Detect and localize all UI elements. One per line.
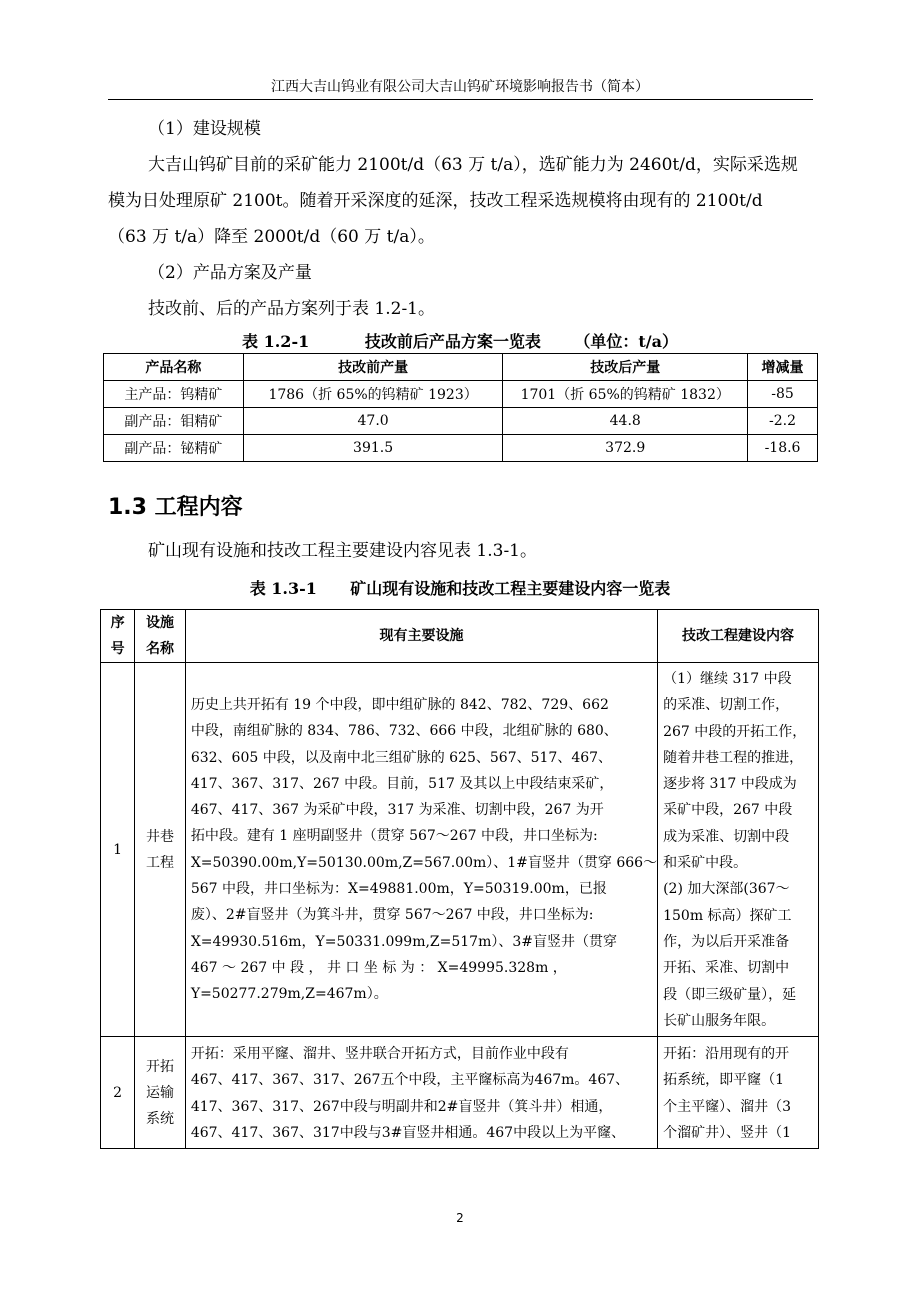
text-line: 的采准、切割工作，	[663, 697, 790, 714]
text-line: 467、417、367 为采矿中段，317 为采准、切割中段，267 为开	[190, 802, 604, 819]
table-row	[101, 1037, 819, 1149]
scale-paragraph-line-1: 大吉山钨矿目前的采矿能力 2100t/d（63 万 t/a），选矿能力为 2460t/d，实际采选规	[148, 155, 798, 175]
text-line: 逐步将 317 中段成为	[663, 776, 797, 793]
product-intro: 技改前、后的产品方案列于表 1.2-1。	[148, 299, 435, 319]
row-facility	[135, 1037, 186, 1149]
section-13-title: 1.3 工程内容	[108, 495, 243, 520]
facility-line: 运输	[146, 1084, 174, 1101]
table2-caption: 表 1.3-1 矿山现有设施和技改工程主要建设内容一览表	[249, 579, 671, 598]
table-cell: 副产品：铋精矿	[104, 435, 244, 462]
page-number: 2	[456, 1211, 464, 1225]
header-existing: 现有主要设施	[185, 610, 657, 663]
section-product-title: （2）产品方案及产量	[148, 263, 312, 283]
table-cell: 44.8	[503, 408, 748, 435]
product-table	[103, 353, 818, 462]
text-line: 267 中段的开拓工作，	[663, 723, 807, 740]
header-facility	[135, 610, 186, 663]
table-cell: -2.2	[748, 408, 818, 435]
text-line: 417、367、317、267中段与明副井和2#盲竖井（箕斗井）相通，	[190, 1098, 613, 1115]
text-line: 拓中段。建有 1 座明副竖井（贯穿 567～267 中段，井口坐标为:	[190, 828, 598, 845]
header-cell: 技改后产量	[503, 354, 748, 381]
text-line: 历史上共开拓有 19 个中段，即中组矿脉的 842、782、729、662	[190, 697, 609, 713]
row-upgrade	[658, 1037, 819, 1149]
table-cell: 主产品：钨精矿	[104, 381, 244, 408]
scale-paragraph-line-2: 模为日处理原矿 2100t。随着开采深度的延深，技改工程采选规模将由现有的 2100t/d	[108, 191, 763, 211]
text-line: 467 ～ 267 中 段 ， 井 口 坐 标 为 ： X=49995.328m ，	[190, 959, 567, 976]
table-cell: 391.5	[243, 435, 503, 462]
table-cell: 47.0	[243, 408, 503, 435]
text-line: 467、417、367、317、267五个中段，主平窿标高为467m。467、	[190, 1072, 630, 1089]
text-line: 150m 标高）探矿工	[663, 907, 792, 924]
table-cell: 1701（折 65%的钨精矿 1832）	[503, 381, 748, 408]
text-line: （1）继续 317 中段	[663, 671, 792, 687]
text-line: 废）、2#盲竖井（为箕斗井，贯穿 567～267 中段，井口坐标为:	[190, 907, 594, 924]
table-cell: 1786（折 65%的钨精矿 1923）	[243, 381, 503, 408]
section-13-intro: 矿山现有设施和技改工程主要建设内容见表 1.3-1。	[148, 541, 537, 561]
facility-table	[100, 609, 819, 1149]
table-row	[104, 408, 818, 435]
header-cell: 技改前产量	[243, 354, 503, 381]
table-cell: -85	[748, 381, 818, 408]
text-line: 成为采准、切割中段	[663, 828, 790, 845]
row-upgrade	[658, 663, 819, 1037]
table1-caption: 表 1.2-1 技改前后产品方案一览表 （单位：t/a）	[242, 332, 678, 351]
header-seq	[101, 610, 135, 663]
facility-line: 工程	[146, 854, 174, 871]
text-line: X=50390.00m,Y=50130.00m,Z=567.00m）、1#盲竖井（贯穿 666～	[190, 854, 658, 871]
text-line: 开拓：采用平窿、溜井、竖井联合开拓方式，目前作业中段有	[190, 1046, 569, 1063]
text-line: 和采矿中段。	[663, 855, 748, 872]
header-rule	[108, 99, 813, 100]
row-facility	[135, 663, 186, 1037]
text-line: 开拓：沿用现有的开	[663, 1046, 790, 1063]
page-header: 江西大吉山钨业有限公司大吉山钨矿环境影响报告书（简本）	[271, 79, 649, 95]
facility-table-header	[101, 610, 819, 663]
table-row	[101, 663, 819, 1037]
facility-line: 开拓	[146, 1058, 174, 1075]
text-line: 467、417、367、317中段与3#盲竖井相通。467中段以上为平窿、	[190, 1125, 626, 1142]
table-cell: 372.9	[503, 435, 748, 462]
text-line: 段（即三级矿量），延	[663, 986, 797, 1003]
header-seq-line: 序	[110, 615, 125, 631]
text-line: (2) 加大深部(367～	[663, 881, 790, 898]
row-seq: 1	[101, 663, 135, 1037]
scale-paragraph-line-3: （63 万 t/a）降至 2000t/d（60 万 t/a）。	[108, 227, 435, 247]
text-line: 417、367、317、267 中段。目前，517 及其以上中段结束采矿，	[190, 775, 614, 792]
header-facility-line: 名称	[146, 641, 174, 657]
table-cell: 副产品：钼精矿	[104, 408, 244, 435]
text-line: Y=50277.279m,Z=467m）。	[190, 986, 388, 1003]
row-seq: 2	[101, 1037, 135, 1149]
section-scale-title: （1）建设规模	[148, 119, 261, 139]
table-row	[104, 435, 818, 462]
text-line: 长矿山服务年限。	[663, 1012, 776, 1029]
text-line: 采矿中段，267 中段	[663, 802, 793, 819]
header-facility-line: 设施	[146, 615, 174, 631]
header-cell: 产品名称	[104, 354, 244, 381]
text-line: 拓系统，即平窿（1	[663, 1072, 785, 1089]
facility-line: 系统	[146, 1110, 174, 1127]
table-cell: -18.6	[748, 435, 818, 462]
header-seq-line: 号	[110, 641, 125, 657]
header-cell: 增减量	[748, 354, 818, 381]
text-line: 632、605 中段，以及南中北三组矿脉的 625、567、517、467、	[190, 749, 613, 766]
facility-line: 井巷	[146, 828, 174, 845]
text-line: 中段，南组矿脉的 834、786、732、666 中段，北组矿脉的 680、	[190, 723, 618, 740]
row-existing	[185, 1037, 657, 1149]
row-existing	[185, 663, 657, 1037]
header-upgrade: 技改工程建设内容	[658, 610, 819, 663]
text-line: 作，为以后开采准备	[663, 933, 790, 950]
text-line: 个溜矿井）、竖井（1	[663, 1125, 792, 1142]
text-line: 随着井巷工程的推进，	[663, 749, 804, 766]
text-line: 个主平窿）、溜井（3	[663, 1098, 792, 1115]
table-row	[104, 381, 818, 408]
product-table-header	[104, 354, 818, 381]
text-line: 567 中段，井口坐标为：X=49881.00m，Y=50319.00m，已报	[190, 881, 607, 898]
text-line: X=49930.516m，Y=50331.099m,Z=517m）、3#盲竖井（贯穿	[190, 933, 618, 950]
text-line: 开拓、采准、切割中	[663, 960, 790, 977]
